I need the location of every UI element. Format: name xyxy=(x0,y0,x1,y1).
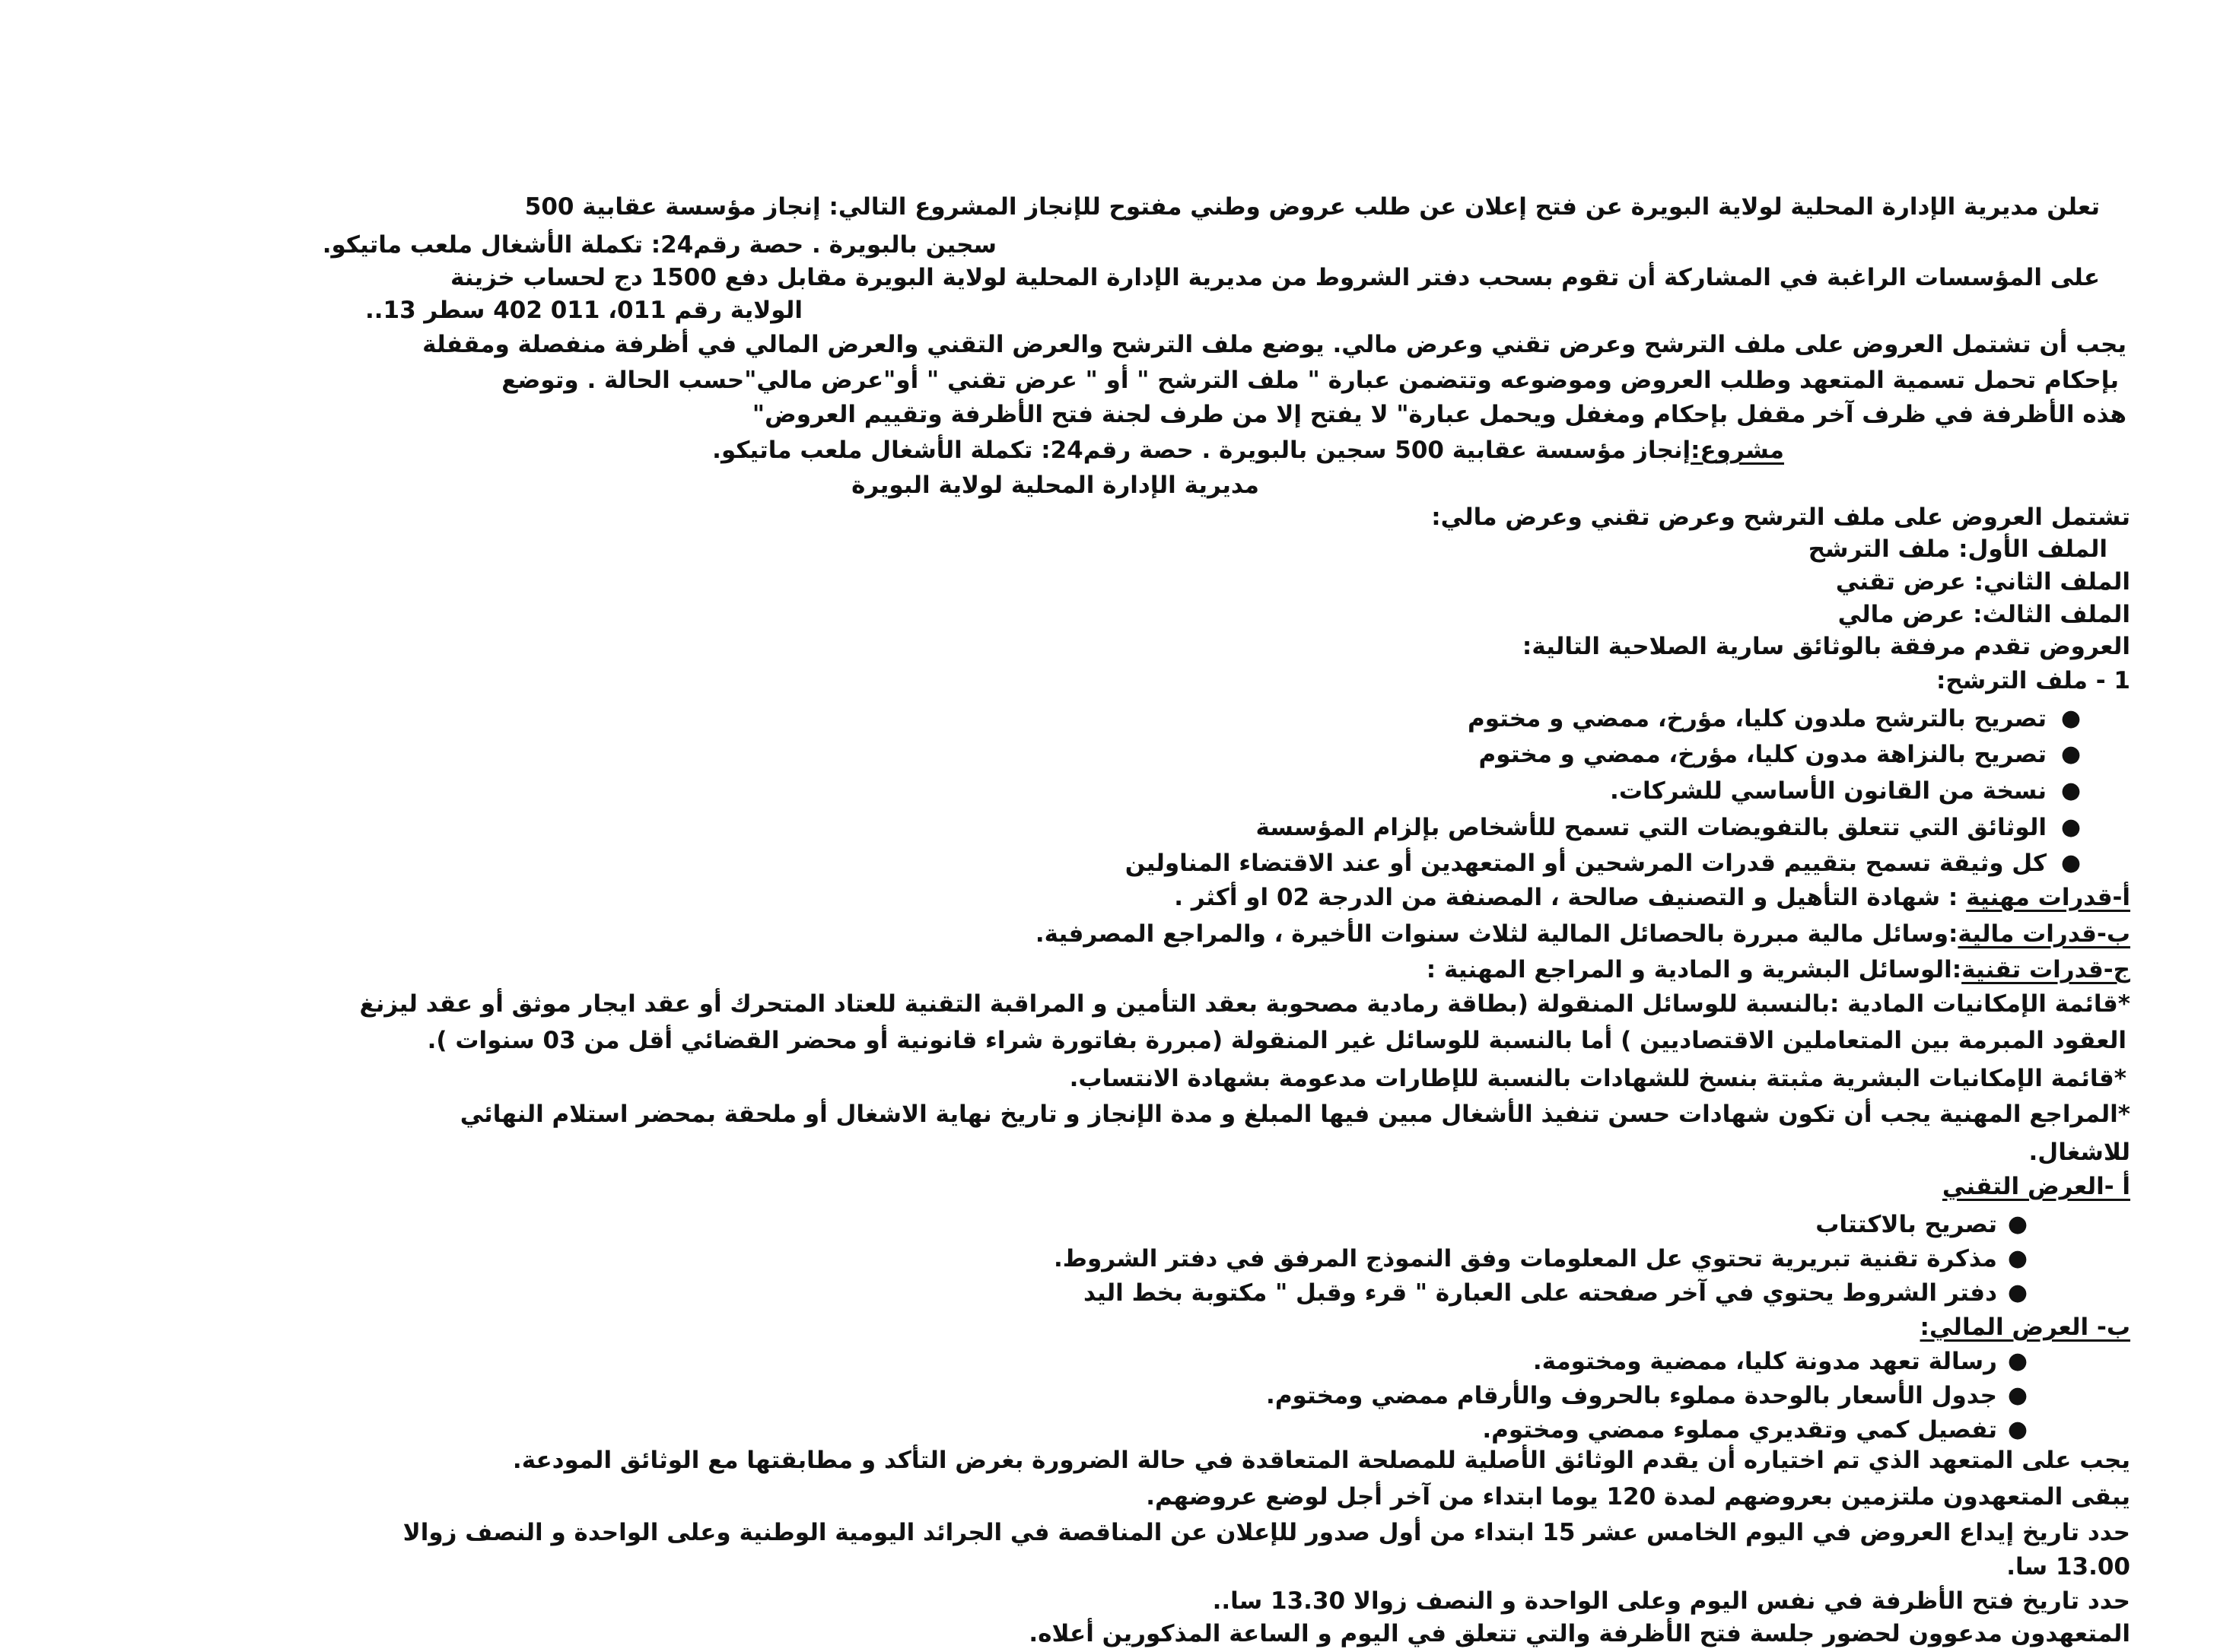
candidacy-item: تصريح بالنزاهة مدون كليا، مؤرخ، ممضي و مختوم xyxy=(1478,741,2047,768)
bullet-icon: ● xyxy=(2007,1211,2028,1237)
closing-line: 13.00 سا. xyxy=(2006,1553,2130,1581)
professional-refs-line: *المراجع المهنية يجب أن تكون شهادات حسن تنفيذ الأشغال مبين فيها المبلغ و مدة الإنجاز و تاريخ نهاية الاشغال أو ملحقة بمحضر استلام النهائي xyxy=(460,1101,2130,1128)
bullet-icon: ● xyxy=(2060,741,2081,767)
financial-item: رسالة تعهد مدونة كليا، ممضية ومختومة. xyxy=(1532,1348,1997,1375)
professional-capacity xyxy=(1174,882,2130,913)
candidacy-item: الوثائق التي تتعلق بالتفويضات التي تسمح للأشخاص بإلزام المؤسسة xyxy=(1255,814,2047,841)
bullet-icon: ● xyxy=(2060,777,2081,804)
technical-item: دفتر الشروط يحتوي في آخر صفحته على العبارة " قرء وقبل " مكتوبة بخط اليد xyxy=(1083,1279,1997,1307)
technical-item: تصريح بالاكتتاب xyxy=(1815,1211,1997,1238)
file-item: الملف الأول: ملف الترشح xyxy=(1808,535,2107,563)
technical-label: ج-قدرات تقنية xyxy=(1961,956,2130,983)
closing-line: المتعهدون مدعوون لحضور جلسة فتح الأظرفة والتي تتعلق في اليوم و الساعة المذكورين أعلاه. xyxy=(1029,1620,2130,1647)
professional-label: أ-قدرات مهنية xyxy=(1966,884,2130,911)
financial-text: :وسائل مالية مبررة بالحصائل المالية لثلاث سنوات الأخيرة ، والمراجع المصرفية. xyxy=(1035,920,1958,948)
bullet-icon: ● xyxy=(2007,1348,2028,1374)
intro-line: يجب أن تشتمل العروض على ملف الترشح وعرض تقني وعرض مالي. يوضع ملف الترشح والعرض التقني والعرض المالي في أظرفة منفصلة ومقفلة xyxy=(422,331,2126,358)
validity-heading: العروض تقدم مرفقة بالوثائق سارية الصلاحية التالية: xyxy=(1522,633,2130,660)
human-means-line: *قائمة الإمكانيات البشرية مثبتة بنسخ للشهادات بالنسبة للإطارات مدعومة بشهادة الانتساب. xyxy=(1069,1065,2126,1092)
financial-item: جدول الأسعار بالوحدة مملوء بالحروف والأرقام ممضي ومختوم. xyxy=(1266,1382,1997,1409)
closing-line: حدد تاريخ إيداع العروض في اليوم الخامس عشر 15 ابتداء من أول صدور للإعلان عن المناقصة في الجرائد اليومية الوطنية وعلى الواحدة و النصف زوالا xyxy=(402,1519,2130,1546)
financial-offer-heading: ب- العرض المالي: xyxy=(1920,1314,2130,1341)
financial-label: ب-قدرات مالية xyxy=(1958,920,2130,948)
bullet-icon: ● xyxy=(2007,1382,2028,1409)
file-item: الملف الثالث: عرض مالي xyxy=(1837,601,2130,628)
bullet-icon: ● xyxy=(2060,814,2081,840)
intro-line: تعلن مديرية الإدارة المحلية لولاية البويرة عن فتح إعلان عن طلب عروض وطني مفتوح للإنجاز المشروع التالي: إنجاز مؤسسة عقابية 500 xyxy=(524,193,2100,221)
bullet-icon: ● xyxy=(2007,1245,2028,1272)
candidacy-item: نسخة من القانون الأساسي للشركات. xyxy=(1610,777,2047,805)
material-means-line: العقود المبرمة بين المتعاملين الاقتصاديين ) أما بالنسبة للوسائل غير المنقولة (مبررة بفاتورة شراء قانونية أو محضر القضائي أقل من 03 سنوات ). xyxy=(427,1027,2126,1054)
project-text: إنجاز مؤسسة عقابية 500 سجين بالبويرة . حصة رقم24: تكملة الأشغال ملعب ماتيكو. xyxy=(712,437,1691,464)
intro-line: بإحكام تحمل تسمية المتعهد وطلب العروض وموضوعه وتتضمن عبارة " ملف الترشح " أو " عرض تقني " أو"عرض مالي"حسب الحالة . وتوضع xyxy=(501,367,2119,394)
bullet-icon: ● xyxy=(2060,705,2081,732)
material-means-line: *قائمة الإمكانيات المادية :بالنسبة للوسائل المنقولة (بطاقة رمادية مصحوبة بعقد التأمين و المراقبة التقنية للعتاد المتحرك أو عقد ايجار موثق أو عقد ليزنغ xyxy=(359,990,2130,1018)
closing-line: يبقى المتعهدون ملتزمين بعروضهم لمدة 120 يوما ابتداء من آخر أجل لوضع عروضهم. xyxy=(1146,1483,2130,1511)
intro-line: على المؤسسات الراغبة في المشاركة أن تقوم بسحب دفتر الشروط من مديرية الإدارة المحلية لولاية البويرة مقابل دفع 1500 دج لحساب خزينة xyxy=(450,264,2100,291)
intro-line: هذه الأظرفة في ظرف آخر مقفل بإحكام ومغفل ويحمل عبارة" لا يفتح إلا من طرف لجنة فتح الأظرفة وتقييم العروض" xyxy=(752,401,2126,428)
professional-text: : شهادة التأهيل و التصنيف صالحة ، المصنفة من الدرجة 02 او أكثر . xyxy=(1174,884,1958,911)
candidacy-item: تصريح بالترشح ملدون كليا، مؤرخ، ممضي و مختوم xyxy=(1467,705,2047,732)
bullet-icon: ● xyxy=(2007,1279,2028,1306)
project-line xyxy=(712,435,1784,465)
candidacy-item: كل وثيقة تسمح بتقييم قدرات المرشحين أو المتعهدين أو عند الاقتضاء المناولين xyxy=(1124,850,2047,877)
technical-offer-heading: أ -العرض التقني xyxy=(1942,1173,2130,1200)
files-heading: تشتمل العروض على ملف الترشح وعرض تقني وعرض مالي: xyxy=(1431,504,2130,531)
technical-capacity xyxy=(1427,955,2130,985)
intro-line: سجين بالبويرة . حصة رقم24: تكملة الأشغال ملعب ماتيكو. xyxy=(322,231,997,259)
technical-item: مذكرة تقنية تبريرية تحتوي عل المعلومات وفق النموذج المرفق في دفتر الشروط. xyxy=(1054,1245,1997,1272)
technical-text: :الوسائل البشرية و المادية و المراجع المهنية : xyxy=(1426,956,1962,983)
closing-line: حدد تاريخ فتح الأظرفة في نفس اليوم وعلى الواحدة و النصف زوالا 13.30 سا.. xyxy=(1212,1587,2130,1615)
authority-name: مديرية الإدارة المحلية لولاية البويرة xyxy=(851,472,1259,499)
bullet-icon: ● xyxy=(2060,850,2081,876)
intro-line: الولاية رقم 011، 011 402 سطر 13.. xyxy=(364,297,803,324)
financial-item: تفصيل كمي وتقديري مملوء ممضي ومختوم. xyxy=(1482,1416,1997,1444)
closing-line: يجب على المتعهد الذي تم اختياره أن يقدم الوثائق الأصلية للمصلحة المتعاقدة في حالة الضرورة بغرض التأكد و مطابقتها مع الوثائق المودعة. xyxy=(512,1447,2130,1474)
file-item: الملف الثاني: عرض تقني xyxy=(1835,568,2130,596)
candidacy-heading: 1 - ملف الترشح: xyxy=(1936,667,2130,694)
financial-capacity xyxy=(1035,919,2130,949)
project-label: مشروع: xyxy=(1691,437,1784,464)
professional-refs-line: للاشغال. xyxy=(2028,1139,2130,1166)
bullet-icon: ● xyxy=(2007,1416,2028,1443)
